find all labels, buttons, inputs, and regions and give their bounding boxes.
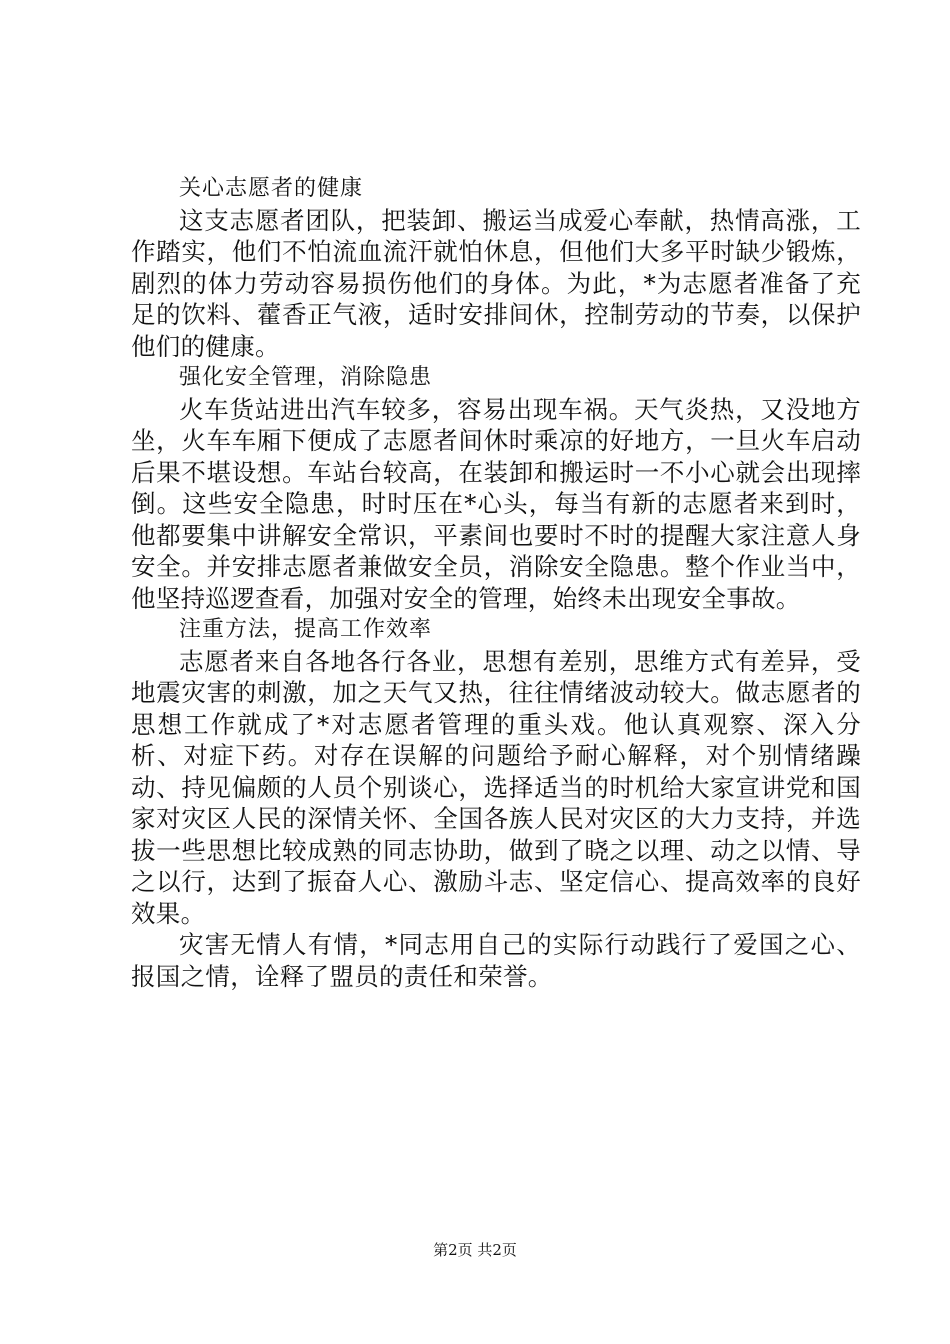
section-heading: 强化安全管理，消除隐患 <box>179 365 433 390</box>
body-paragraph: 这支志愿者团队，把装卸、搬运当成爱心奉献，热情高涨，工作踏实，他们不怕流血流汗就怕休息，但他们大多平时缺少锻炼，剧烈的体力劳动容易损伤他们的身体。为此，*为志愿者准备了充足的饮料、藿香正气液，适时安排间休，控制劳动的节奏，以保护他们的健康。 <box>131 205 861 361</box>
closing-paragraph: 灾害无情人有情，*同志用自己的实际行动践行了爱国之心、报国之情，诠释了盟员的责任和荣誉。 <box>131 930 861 991</box>
body-paragraph: 志愿者来自各地各行各业，思想有差别，思维方式有差异，受地震灾害的刺激，加之天气又热，往往情绪波动较大。做志愿者的思想工作就成了*对志愿者管理的重头戏。他认真观察、深入分析、对症下药。对存在误解的问题给予耐心解释，对个别情绪躁动、持见偏颇的人员个别谈心，选择适当的时机给大家宣讲党和国家对灾区人民的深情关怀、全国各族人民对灾区的大力支持，并选拔一些思想比较成熟的同志协助，做到了晓之以理、动之以情、导之以行，达到了振奋人心、激励斗志、坚定信心、提高效率的良好效果。 <box>131 646 861 928</box>
section-heading: 注重方法，提高工作效率 <box>179 617 433 642</box>
section-heading: 关心志愿者的健康 <box>179 176 364 201</box>
body-paragraph: 火车货站进出汽车较多，容易出现车祸。天气炎热，又没地方坐，火车车厢下便成了志愿者间休时乘凉的好地方，一旦火车启动后果不堪设想。车站台较高，在装卸和搬运时一不小心就会出现摔倒。这些安全隐患，时时压在*心头，每当有新的志愿者来到时，他都要集中讲解安全常识，平素间也要时不时的提醒大家注意人身安全。并安排志愿者兼做安全员，消除安全隐患。整个作业当中，他坚持巡逻查看，加强对安全的管理，始终未出现安全事故。 <box>131 394 861 613</box>
document-body <box>131 173 861 992</box>
page-number-footer: 第2页 共2页 <box>433 1241 517 1259</box>
